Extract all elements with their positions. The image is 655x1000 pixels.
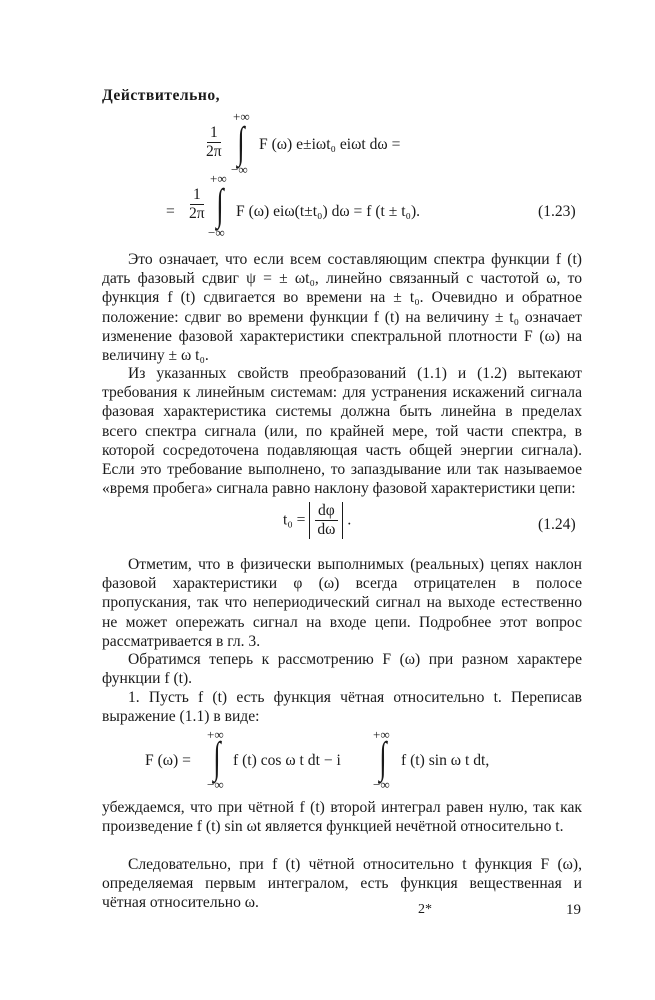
upper-limit: +∞ <box>210 171 227 186</box>
upper-limit: +∞ <box>373 727 390 742</box>
paragraph-5: 1. Пусть f (t) есть функция чётная относительно t. Переписав выражение (1.1) в виде: <box>102 689 582 726</box>
integral-sign: ∫ <box>213 733 221 782</box>
integral-sign: ∫ <box>379 733 387 782</box>
formula-fourier-split <box>145 727 525 792</box>
fraction-1-over-2pi <box>186 186 208 223</box>
upper-limit: +∞ <box>207 727 224 742</box>
fraction-denominator: dω <box>317 521 336 538</box>
integrand: F (ω) e±iωt₀ eiωt dω = <box>259 136 401 153</box>
derivative-fraction <box>314 502 338 539</box>
equation-number: (1.23) <box>538 203 576 220</box>
intro-word: Действительно, <box>102 87 221 104</box>
absolute-value <box>309 502 343 539</box>
formula-1-23-line2 <box>166 171 586 242</box>
lower-limit: −∞ <box>207 777 224 792</box>
paragraph-3: Отметим, что в физически выполнимых (реальных) цепях наклон фазовой характеристики φ (ω) всегда отрицателен в полосе пропускания, так что непериодический сигнал на выходе естественно не может опережать сигнал на входе цепи. Подробнее этот вопрос рассматривается в гл. 3. <box>102 556 582 650</box>
paragraph-6: убеждаемся, что при чётной f (t) второй интеграл равен нулю, так как произведение f (t) sin ωt является функцией нечётной относительно t. <box>102 799 582 836</box>
fraction-denominator: 2π <box>189 205 205 222</box>
formula-lhs: F (ω) = <box>145 752 191 769</box>
page-number: 19 <box>566 902 581 918</box>
integral-sign: ∫ <box>216 180 224 229</box>
fraction-numerator: 1 <box>207 124 221 143</box>
fraction-numerator: 1 <box>190 186 204 205</box>
equation-number: (1.24) <box>538 516 576 533</box>
paragraph-4: Обратимся теперь к рассмотрению F (ω) при разном характере функции f (t). <box>102 651 582 688</box>
paragraph-1: Это означает, что если всем составляющим спектра функции f (t) дать фазовый сдвиг ψ = ± ωt₀, линейно связанный с частотой ω, то функция f (t) сдвигается во времени на ± t₀. Очевидно и обратное положение: сдвиг во времени функции f (t) на величину ± t₀ означает изменение фазовой характеристики спектральной плотности F (ω) на величину ± ω t₀. <box>102 251 582 365</box>
lower-limit: −∞ <box>373 777 390 792</box>
integral-sign: ∫ <box>237 118 245 167</box>
lower-limit: −∞ <box>231 162 248 177</box>
fraction-denominator: 2π <box>206 143 222 160</box>
first-integrand: f (t) cos ω t dt − i <box>233 752 341 769</box>
formula-period: . <box>347 511 352 529</box>
integrand: F (ω) eiω(t±t₀) dω = f (t ± t₀). <box>236 203 421 220</box>
second-integrand: f (t) sin ω t dt, <box>401 752 490 769</box>
equals-sign: = <box>166 203 175 220</box>
signature-mark: 2* <box>418 902 432 917</box>
formula-1-24 <box>283 502 351 539</box>
formula-1-23-line1 <box>203 109 463 178</box>
upper-limit: +∞ <box>233 109 250 124</box>
fraction-1-over-2pi <box>203 124 225 161</box>
paragraph-2: Из указанных свойств преобразований (1.1) и (1.2) вытекают требования к линейным системам: для устранения искажений сигнала фазовая характеристика системы должна быть линейна в пределах всего спектра сигнала (или, по крайней мере, той части спектра, в которой сосредоточена подавляющая часть общей энергии сигнала). Если это требование выполнено, то запаздывание или так называемое «время пробега» сигнала равно наклону фазовой характеристики цепи: <box>102 365 582 498</box>
formula-lhs: t₀ = <box>283 511 306 529</box>
lower-limit: −∞ <box>208 225 225 240</box>
paragraph-7: Следовательно, при f (t) чётной относительно t функция F (ω), определяемая первым интегралом, есть функция вещественная и чётная относительно ω. <box>102 856 582 912</box>
fraction-numerator: dφ <box>315 502 338 521</box>
